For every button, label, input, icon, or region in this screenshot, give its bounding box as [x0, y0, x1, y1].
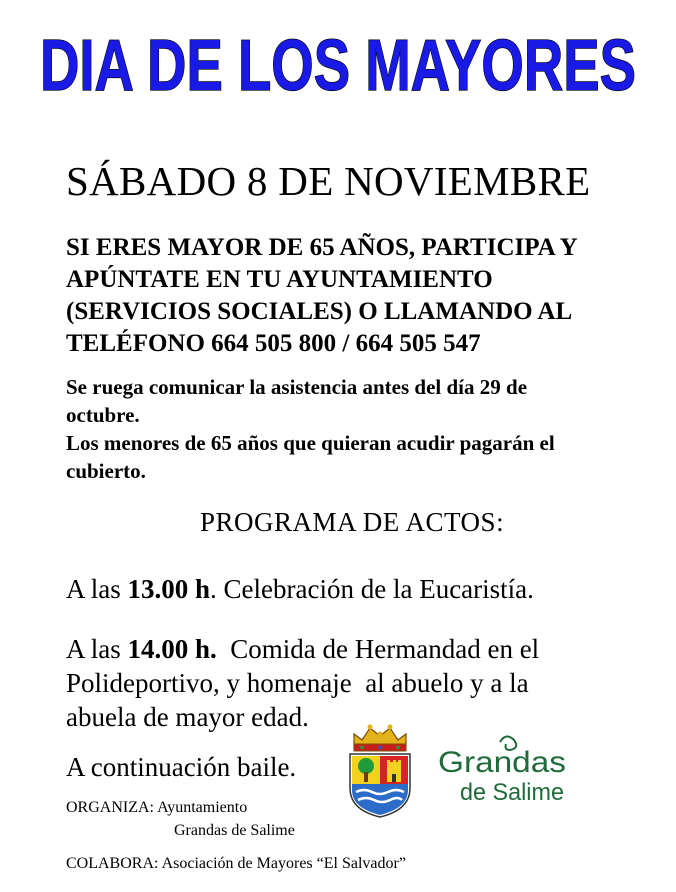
act-prefix: A las: [66, 634, 128, 664]
act-description: . Celebración de la Eucaristía.: [210, 574, 534, 604]
notice-line: Los menores de 65 años que quieran acudir pagarán el: [66, 431, 555, 455]
program-item-lunch: [66, 632, 539, 734]
poster-title-text: DIA DE LOS MAYORES: [40, 26, 636, 106]
act-prefix: A las: [66, 574, 128, 604]
act-description: Comida de Hermandad en el: [216, 634, 540, 664]
notice-line: octubre.: [66, 403, 140, 427]
collaborator-label: COLABORA:: [66, 855, 159, 872]
act-description: Polideportivo, y homenaje al abuelo y a la: [66, 668, 529, 698]
attendance-notice: [66, 373, 666, 485]
event-date: SÁBADO 8 DE NOVIEMBRE: [66, 158, 591, 204]
organizer-name: Ayuntamiento: [157, 799, 248, 816]
collaborator-name: Asociación de Mayores “El Salvador”: [161, 855, 406, 872]
notice-line: APÚNTATE EN TU AYUNTAMIENTO: [66, 266, 493, 293]
notice-line: TELÉFONO 664 505 800 / 664 505 547: [66, 330, 481, 357]
program-item-mass: [66, 572, 534, 606]
organizer-credit: [66, 799, 247, 817]
notice-line: Se ruega comunicar la asistencia antes del día 29 de: [66, 375, 528, 399]
notice-line: (SERVICIOS SOCIALES) O LLAMANDO AL: [66, 298, 573, 325]
logo-text-line1: Grandas: [438, 746, 566, 779]
act-description: abuela de mayor edad.: [66, 702, 309, 732]
organizer-label: ORGANIZA:: [66, 799, 154, 816]
program-item-dance: A continuación baile.: [66, 752, 297, 782]
organizer-name-line2: Grandas de Salime: [174, 822, 295, 839]
act-time: 13.00 h: [127, 574, 211, 604]
collaborator-credit: [66, 855, 406, 873]
logo-text-line2: de Salime: [460, 779, 564, 806]
poster-title: [30, 2, 646, 112]
notice-line: cubierto.: [66, 459, 146, 483]
act-time: 14.00 h.: [127, 634, 217, 664]
registration-notice: [66, 232, 666, 360]
grandas-de-salime-logo-icon: [430, 728, 580, 808]
program-heading: PROGRAMA DE ACTOS:: [200, 507, 505, 537]
notice-line: SI ERES MAYOR DE 65 AÑOS, PARTICIPA Y: [66, 234, 578, 261]
coat-of-arms-icon: [340, 718, 420, 818]
